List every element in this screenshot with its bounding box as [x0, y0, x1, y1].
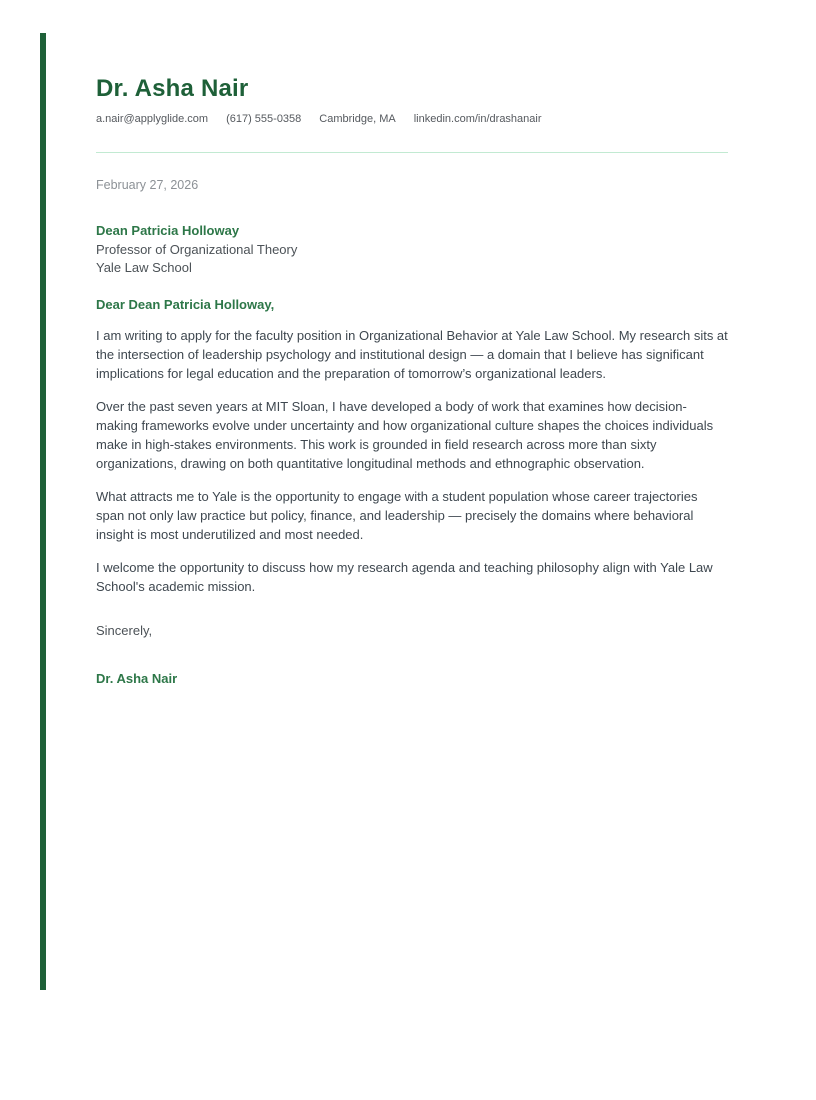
- contact-phone: (617) 555-0358: [226, 113, 302, 125]
- contact-row: [96, 113, 728, 126]
- body-paragraph-2: Over the past seven years at MIT Sloan, I have developed a body of work that examines how decision-making frameworks evolve under uncertainty and how organizational culture shapes the choices individuals make in high-stakes environments. This work is grounded in field research across more than sixty organizations, drawing on both quantitative longitudinal methods and ethnographic observation.: [96, 398, 714, 471]
- contact-email: a.nair@applyglide.com: [96, 113, 209, 125]
- letter-content: [96, 0, 728, 688]
- signature-name: Dr. Asha Nair: [96, 670, 178, 686]
- salutation: Dear Dean Patricia Holloway,: [96, 296, 275, 312]
- header-divider: [96, 152, 728, 153]
- contact-linkedin: linkedin.com/in/drashanair: [413, 113, 542, 125]
- recipient-title: Professor of Organizational Theory: [96, 241, 298, 257]
- contact-location: Cambridge, MA: [319, 113, 396, 125]
- recipient-organization: Yale Law School: [96, 260, 192, 276]
- closing: Sincerely,: [96, 622, 153, 638]
- accent-bar: [40, 33, 46, 990]
- letter-date: February 27, 2026: [96, 178, 199, 193]
- body-paragraph-1: I am writing to apply for the faculty position in Organizational Behavior at Yale Law School. My research sits at the intersection of leadership psychology and institutional design — a domain that I believe has significant implications for legal education and the preparation of tomorrow’s organizational leaders.: [96, 327, 728, 381]
- recipient-block: [96, 222, 728, 278]
- page-title: Dr. Asha Nair: [96, 75, 249, 102]
- recipient-name: Dean Patricia Holloway: [96, 223, 240, 239]
- body-paragraph-4: I welcome the opportunity to discuss how my research agenda and teaching philosophy align with Yale Law School's academic mission.: [96, 559, 713, 594]
- body-paragraph-3: What attracts me to Yale is the opportunity to engage with a student population whose career trajectories span not only law practice but policy, finance, and leadership — precisely the domains where behavioral insight is most underutilized and most needed.: [96, 488, 698, 542]
